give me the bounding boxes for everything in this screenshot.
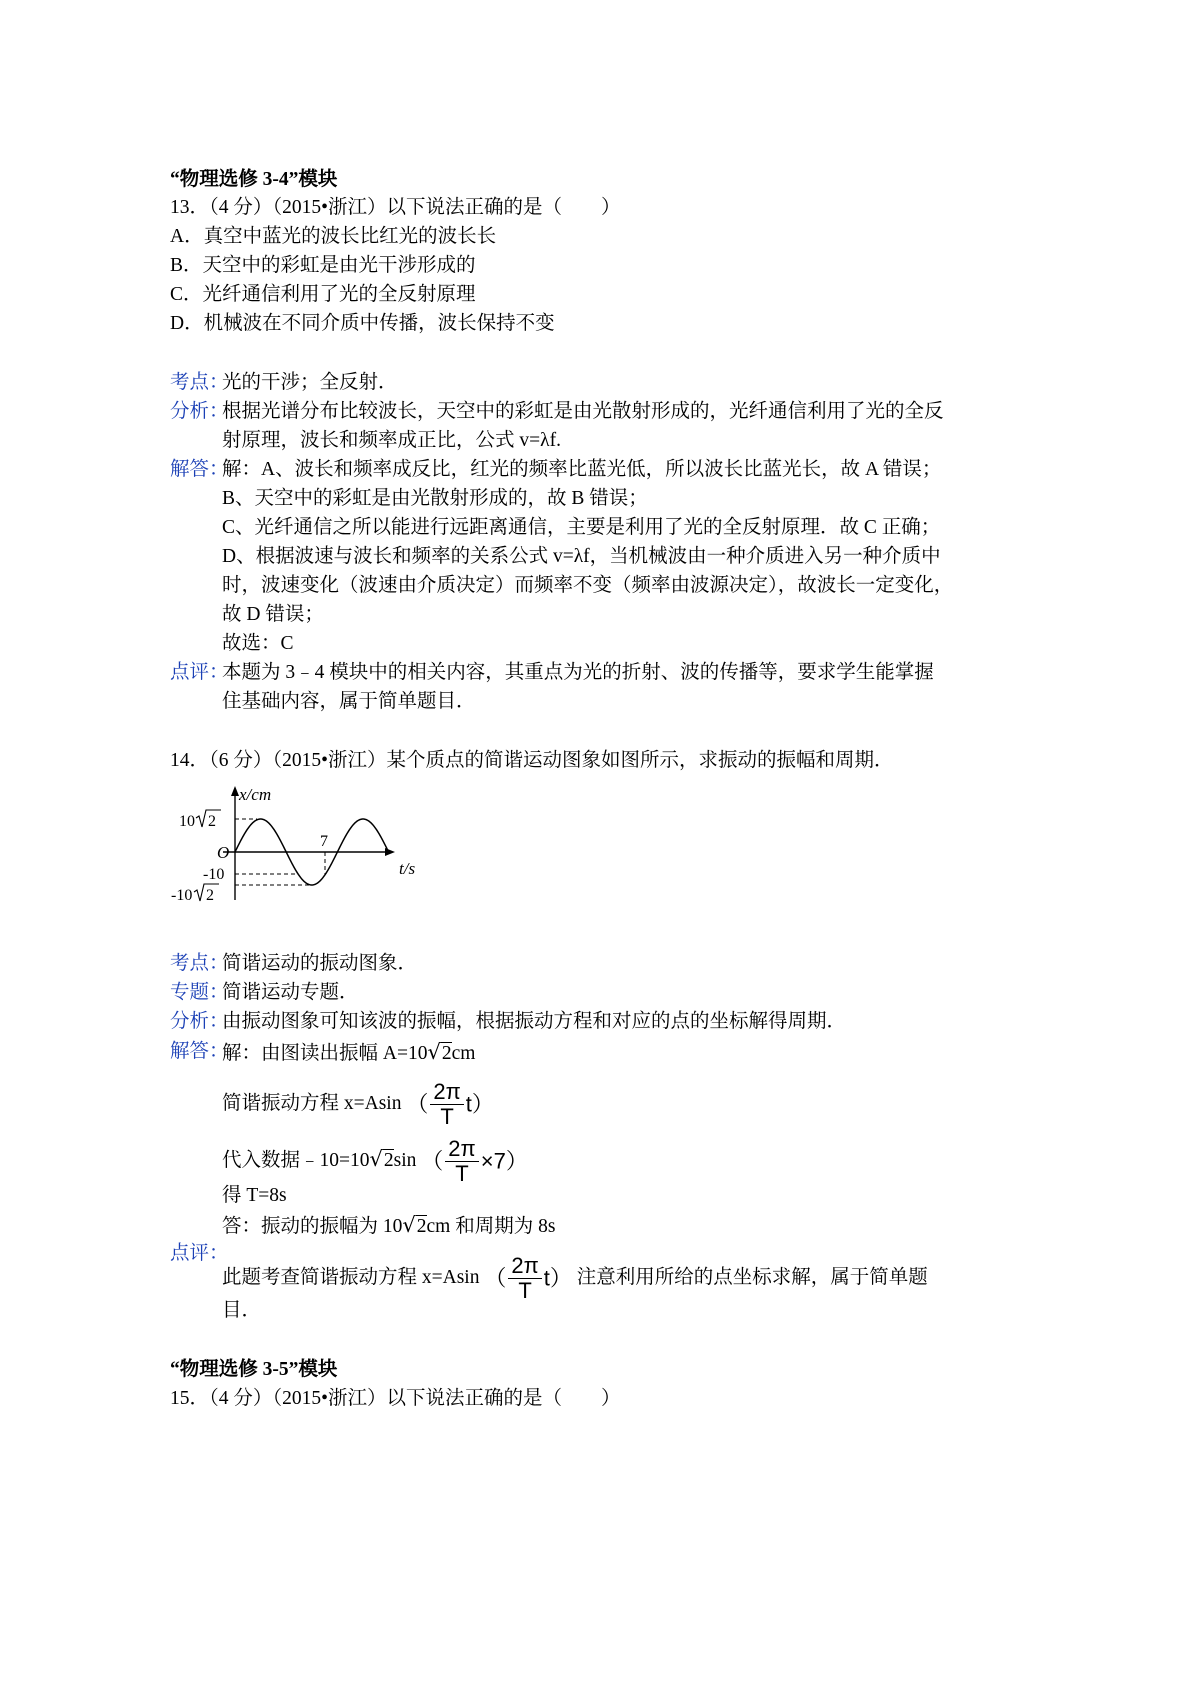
q13-option-a: A．真空中蓝光的波长比红光的波长长 [170,226,497,247]
equation-text: 简谐振动方程 x=Asin [222,1092,402,1114]
vibration-graph [165,782,435,912]
q14-dianping-line-2: 目． [222,1300,262,1321]
q13-kaodian-label: 考点： [170,372,229,393]
q13-jieda-line-2: B、天空中的彩虹是由光散射形成的，故 B 错误； [222,488,648,509]
amp-bottom-coef: -10 [171,887,193,904]
amp-bottom-rad: 2 [206,887,214,904]
q14-jieda-line-1: 解：由图读出振幅 A=10√2cm [222,1039,475,1067]
amp-top-coef: 10 [179,813,195,830]
origin-label: O [217,843,230,862]
q13-stem: 13．（4 分）（2015•浙江）以下说法正确的是（ ） [170,197,621,218]
q13-dianping-line-1: 本题为 3﹣4 模块中的相关内容，其重点为光的折射、波的传播等，要求学生能掌握 [222,662,934,683]
q13-jieda-label: 解答： [170,459,229,480]
q14-kaodian-label: 考点： [170,953,229,974]
q13-dianping-line-2: 住基础内容，属于简单题目． [222,691,476,712]
sqrt-2: √2 [427,1040,452,1064]
neg10-label: -10 [203,866,225,883]
q15-stem: 15．（4 分）（2015•浙江）以下说法正确的是（ ） [170,1388,621,1409]
x-axis-label: t/s [399,859,416,878]
q14-jieda-label: 解答： [170,1041,229,1062]
q14-fenxi: 由振动图象可知该波的振幅，根据振动方程和对应的点的坐标解得周期． [222,1011,847,1032]
q13-jieda-line-5: 时，波速变化（波速由介质决定）而频率不变（频率由波源决定），故波长一定变化， [222,575,954,596]
q13-fenxi-label: 分析： [170,401,229,422]
sqrt-2: √2 [369,1146,394,1171]
y-axis-arrow [231,786,239,796]
fraction-2pi-over-t: $\frac{2\pi}{T}$ [430,1080,463,1129]
q14-kaodian: 简谐运动的振动图象． [222,953,418,974]
sqrt-2: √2 [402,1213,427,1237]
q13-jieda-line-1: 解：A、波长和频率成反比，红光的频率比蓝光低，所以波长比蓝光长，故 A 错误； [222,459,942,480]
q13-kaodian: 光的干涉；全反射． [222,372,398,393]
q13-option-b: B．天空中的彩虹是由光干涉形成的 [170,255,476,276]
q14-zhuanti: 简谐运动专题． [222,982,359,1003]
q14-dianping-line-1: 此题考查简谐振动方程 x=Asin （ $\frac{2\pi}{T}$ t） 注意利用所给的点坐标求解，属于简单题 [222,1253,928,1303]
q14-result-period: 得 T=8s [222,1185,287,1206]
q14-answer-line: 答：振动的振幅为 10√2cm 和周期为 8s [222,1212,555,1240]
q14-fenxi-label: 分析： [170,1011,229,1032]
q13-option-c: C．光纤通信利用了光的全反射原理 [170,284,476,305]
q13-jieda-line-6: 故 D 错误； [222,604,324,625]
fraction-2pi-over-t: $\frac{2\pi}{T}$ [445,1137,478,1186]
q14-dianping-label: 点评： [170,1243,229,1264]
q14-zhuanti-label: 专题： [170,982,229,1003]
amplitude-text: 解：由图读出振幅 A=10 [222,1043,428,1064]
amp-top-rad: 2 [208,813,216,830]
q13-fenxi-line-2: 射原理，波长和频率成正比，公式 v=λf. [222,430,561,451]
q13-jieda-line-3: C、光纤通信之所以能进行远距离通信，主要是利用了光的全反射原理．故 C 正确； [222,517,941,538]
q13-option-d: D．机械波在不同介质中传播，波长保持不变 [170,313,555,334]
y-axis-label: x/cm [239,785,272,804]
section-title-3-5: “物理选修 3-5”模块 [170,1359,338,1380]
q13-fenxi-line-1: 根据光谱分布比较波长，天空中的彩虹是由光散射形成的，光纤通信利用了光的全反 [222,401,944,422]
q14-equation-line: 简谐振动方程 x=Asin （ $\frac{2\pi}{T}$ t） [222,1079,494,1129]
q13-jieda-line-7: 故选：C [222,633,294,654]
q13-jieda-line-4: D、根据波速与波长和频率的关系公式 v=λf，当机械波由一种介质进入另一种介质中 [222,546,941,567]
q14-substitute-line: 代入数据﹣10=10√2sin （ $\frac{2\pi}{T}$ ×7） [222,1136,528,1186]
q13-dianping-label: 点评： [170,662,229,683]
fraction-2pi-over-t: $\frac{2\pi}{T}$ [508,1254,541,1303]
q14-stem: 14．（6 分）（2015•浙江）某个质点的简谐运动图象如图所示，求振动的振幅和周期． [170,750,894,771]
section-title-3-4: “物理选修 3-4”模块 [170,169,338,190]
t7-label: 7 [320,833,328,850]
